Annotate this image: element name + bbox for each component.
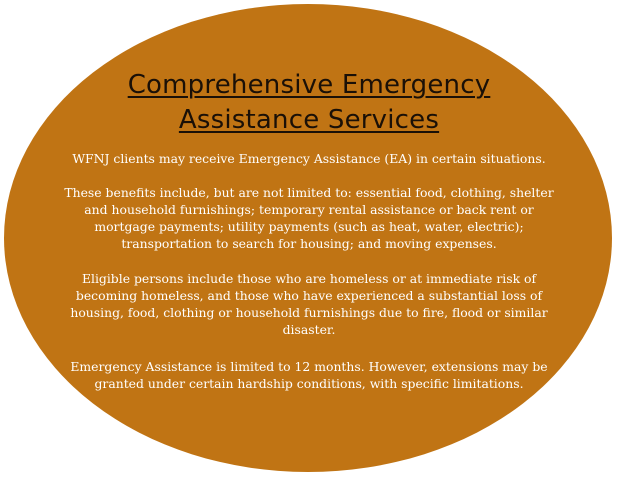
title-line-2: Assistance Services — [178, 105, 440, 135]
paragraph-time-limit: Emergency Assistance is limited to 12 months. However, extensions may be granted under certain hardship conditions, with specific limitations. — [70, 359, 548, 391]
title-line-1: Comprehensive Emergency — [127, 70, 491, 100]
paragraph-benefits: These benefits include, but are not limited to: essential food, clothing, shelter and household furnishings; temporary rental assistance or back rent or mortgage payments; utility payments (such as heat, water, electric); transportation to search for housing; and moving expenses. — [64, 185, 554, 251]
paragraph-eligible-persons: Eligible persons include those who are homeless or at immediate risk of becoming homeless, and those who have experienced a substantial loss of housing, food, clothing or household furnishings due to fire, flood or similar disaster. — [70, 271, 548, 337]
paragraph-eligibility-intro: WFNJ clients may receive Emergency Assistance (EA) in certain situations. — [72, 151, 546, 166]
